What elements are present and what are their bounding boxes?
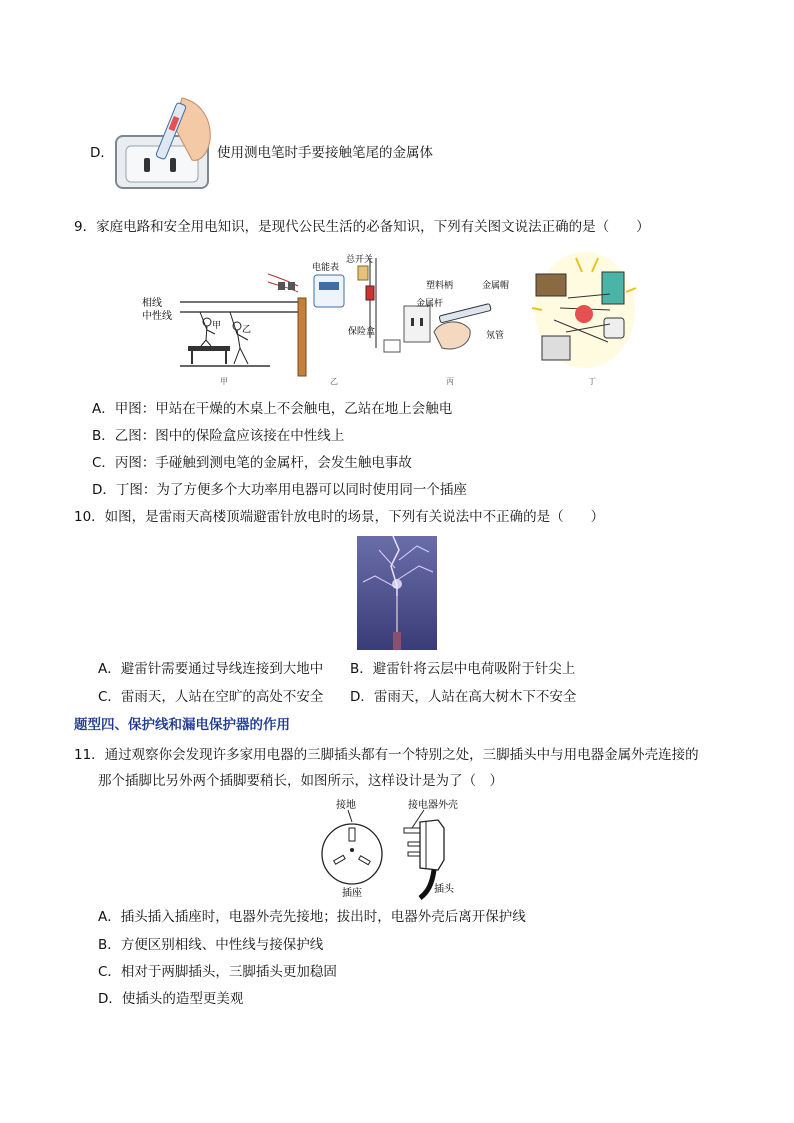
q10-option-c: C．雷雨天，人站在空旷的高处不安全 [98,689,324,705]
figure-yi [268,253,400,386]
q9-stem: 9．家庭电路和安全用电知识，是现代公民生活的必备知识，下列有关图文说法正确的是（ ） [74,219,650,235]
plug-drawing [404,798,458,898]
label-case: 接电器外壳 [408,800,458,811]
caption-ding: 丁 [588,377,596,386]
q9-option-b: B．乙图：图中的保险盒应该接在中性线上 [92,428,345,444]
q11-option-a: A．插头插入插座时，电器外壳先接地；拔出时，电器外壳后离开保护线 [98,909,526,925]
q11-figure [316,798,476,900]
label-person-yi: 乙 [242,325,252,335]
q11-option-b: B．方便区别相线、中性线与接保护线 [98,937,324,953]
caption-yi: 乙 [330,377,338,386]
q11-option-c: C．相对于两脚插头，三脚插头更加稳固 [98,964,337,980]
figure-bing [404,279,509,386]
label-neutral-wire: 中性线 [142,311,172,322]
q9-option-c: C．丙图：手碰触到测电笔的金属杆，会发生触电事故 [92,455,412,471]
q10-option-d: D．雷雨天，人站在高大树木下不安全 [350,689,577,705]
q10-option-a: A．避雷针需要通过导线连接到大地中 [98,661,324,677]
label-neon-tube: 氖管 [486,331,505,341]
q8-option-d-letter: D． [90,145,114,161]
label-fuse-box: 保险盒 [348,327,376,337]
figure-jia [142,296,305,386]
label-plug: 插头 [434,884,454,895]
socket-drawing [322,798,382,899]
lightning-rod-photo [357,536,437,650]
label-socket: 插座 [342,888,362,899]
q9-option-d: D．丁图：为了方便多个大功率用电器可以同时使用同一个插座 [92,482,467,498]
q10-stem: 10．如图，是雷雨天高楼顶端避雷针放电时的场景，下列有关说法中不正确的是（ ） [74,509,605,525]
q10-option-b: B．避雷针将云层中电荷吸附于针尖上 [350,661,576,677]
label-ground: 接地 [336,800,356,811]
section-4-title: 题型四、保护线和漏电保护器的作用 [74,717,290,733]
q11-stem-line2: 那个插脚比另外两个插脚要稍长，如图所示，这样设计是为了（ ） [98,773,503,789]
caption-jia: 甲 [220,377,228,386]
label-person-jia: 甲 [212,321,222,331]
figure-ding [532,252,636,386]
label-plastic-handle: 塑料柄 [426,281,454,291]
q8-option-d-text: 使用测电笔时手要接触笔尾的金属体 [217,145,433,161]
label-main-switch: 总开关 [346,255,374,265]
tester-pen-socket-image [112,96,216,192]
label-metal-rod: 金属杆 [416,299,444,309]
label-live-wire: 相线 [142,298,162,309]
q11-stem-line1: 11．通过观察你会发现许多家用电器的三脚插头都有一个特别之处，三脚插头中与用电器金属外壳连接的 [74,747,699,763]
label-meter: 电能表 [312,263,340,273]
q9-option-a: A．甲图：甲站在干燥的木桌上不会触电，乙站在地上会触电 [92,401,453,417]
label-metal-cap: 金属帽 [482,281,510,291]
q11-option-d: D．使插头的造型更美观 [98,991,244,1007]
caption-bing: 丙 [446,377,454,386]
q9-figure [140,248,650,390]
